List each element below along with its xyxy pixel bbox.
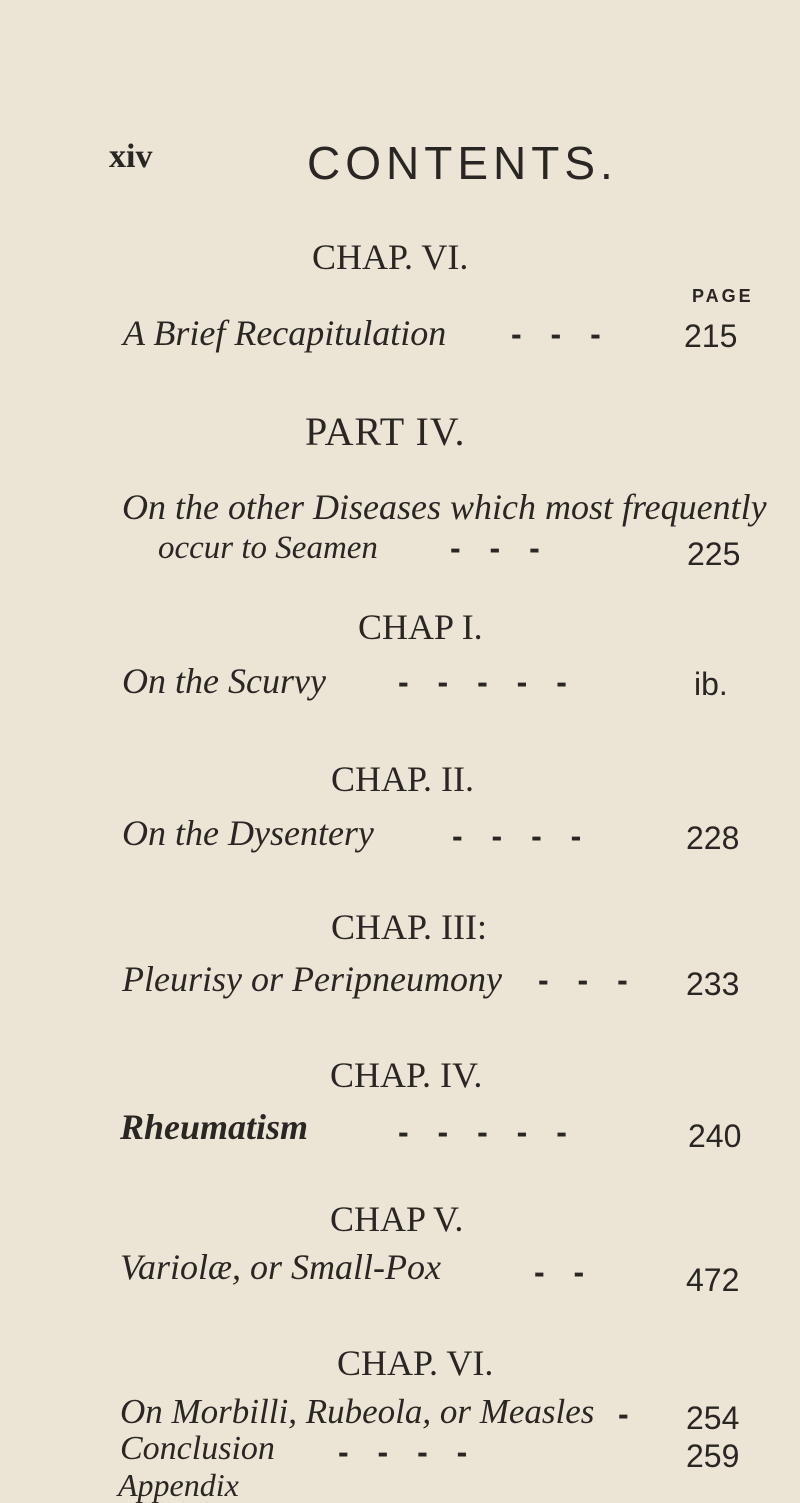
leader-dots: - - - - [338, 1434, 478, 1470]
leader-dots: - - - [450, 530, 550, 566]
part-4-heading: PART IV. [305, 409, 466, 454]
toc-entry-recapitulation: A Brief Recapitulation [123, 313, 447, 353]
toc-entry-measles: On Morbilli, Rubeola, or Measles [120, 1392, 595, 1431]
chap-2-heading: CHAP. II. [331, 759, 475, 799]
toc-entry-rheumatism: Rheumatism [120, 1107, 309, 1147]
page-number: 472 [686, 1262, 740, 1298]
page-number: 240 [688, 1118, 742, 1154]
leader-dots: - - - - - [398, 1114, 577, 1150]
leader-dots: - - - [511, 316, 611, 352]
chap-3-heading: CHAP. III: [331, 907, 488, 947]
page-number: 259 [686, 1438, 740, 1474]
page-number: 233 [686, 966, 740, 1002]
toc-entry-smallpox: Variolæ, or Small-Pox [120, 1247, 441, 1287]
page-folio: xiv [109, 138, 153, 175]
page-number: 225 [687, 536, 741, 572]
leader-dots: - - - - [452, 818, 592, 854]
leader-dots: - - - - - [398, 664, 577, 700]
toc-entry-pleurisy: Pleurisy or Peripneumony [122, 959, 502, 999]
chap-1-heading: CHAP I. [358, 607, 483, 647]
leader-dots: - [618, 1396, 639, 1432]
toc-entry-other-diseases-line1: On the other Diseases which most frequently [122, 487, 767, 527]
chap-4-heading: CHAP. IV. [330, 1055, 483, 1095]
toc-entry-dysentery: On the Dysentery [122, 813, 374, 853]
leader-dots: - - - [538, 962, 638, 998]
leader-dots: - - [534, 1254, 595, 1290]
toc-entry-other-diseases-line2: occur to Seamen [158, 530, 378, 566]
chap-6b-heading: CHAP. VI. [337, 1343, 494, 1383]
running-title: CONTENTS. [307, 137, 618, 189]
chap-5-heading: CHAP V. [330, 1199, 464, 1239]
page-number: 215 [684, 318, 738, 354]
toc-entry-conclusion: Conclusion [120, 1430, 275, 1467]
toc-entry-scurvy: On the Scurvy [122, 661, 326, 701]
page-number: 228 [686, 820, 740, 856]
chap-6-heading: CHAP. VI. [312, 237, 469, 277]
page-number: ib. [694, 666, 728, 702]
page-column-label: PAGE [692, 286, 754, 306]
page-number: 254 [686, 1400, 740, 1436]
toc-entry-appendix: Appendix [118, 1467, 239, 1503]
